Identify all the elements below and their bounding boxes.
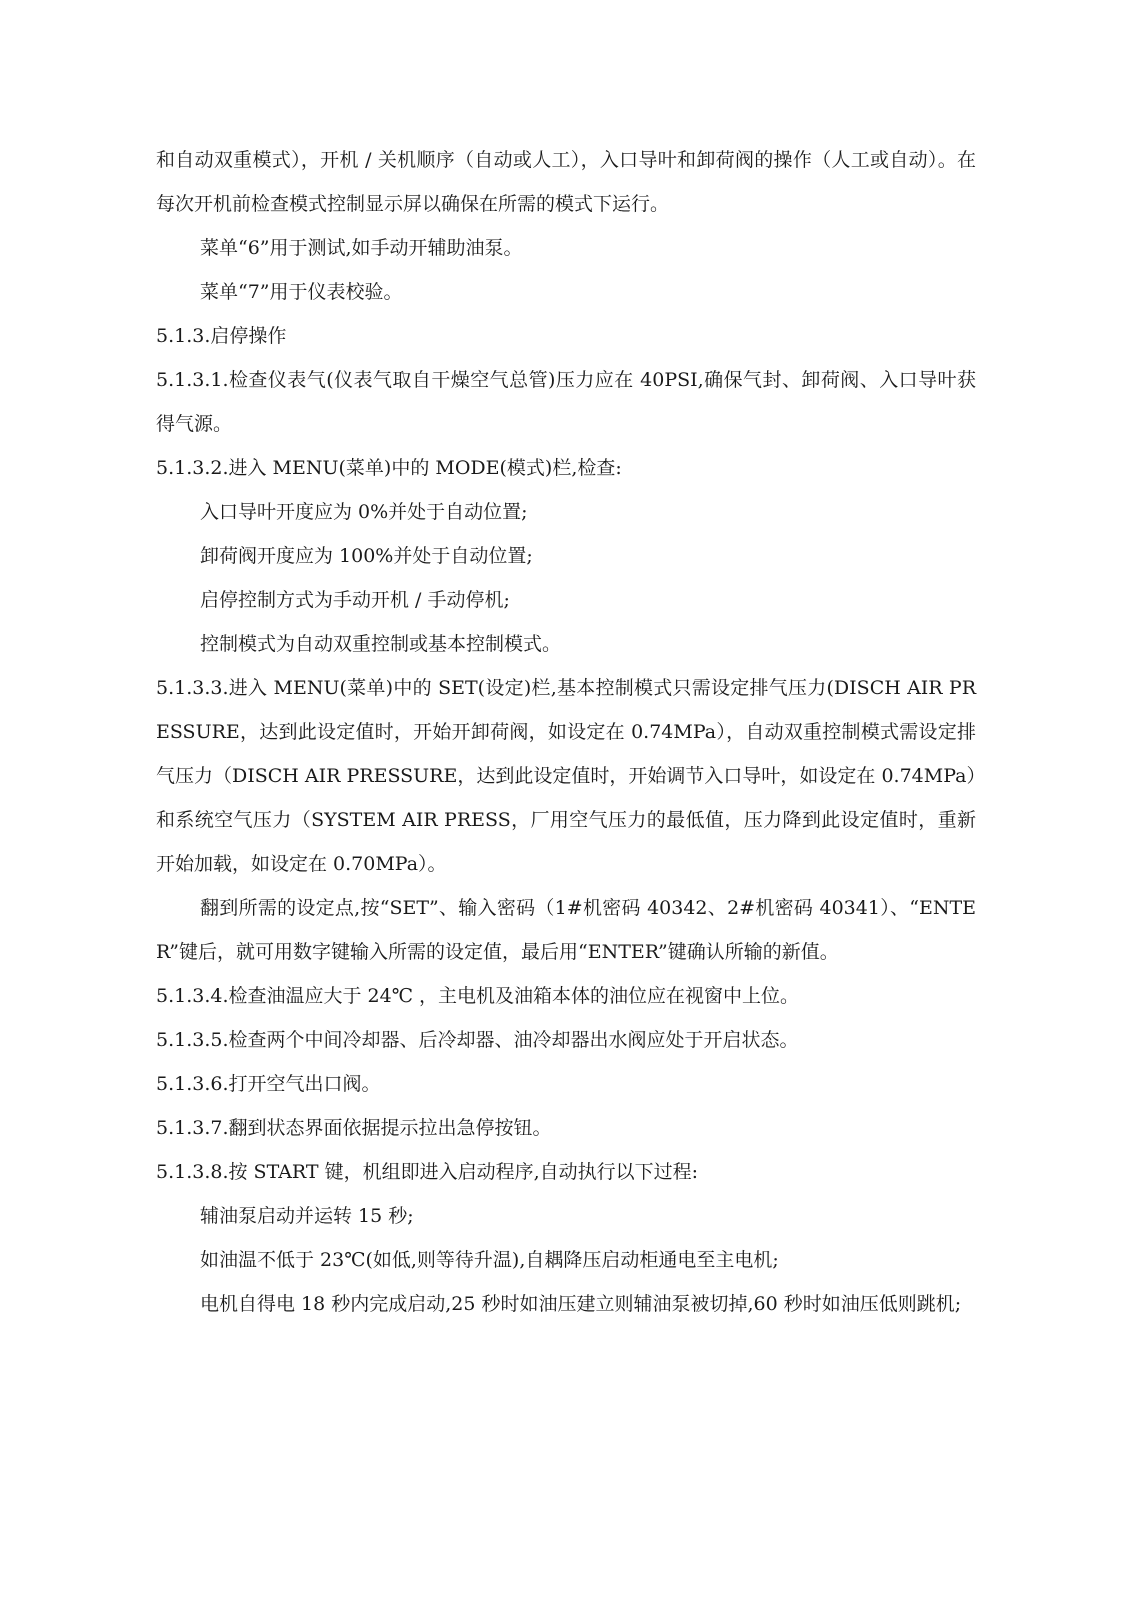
paragraph-menu-6: 菜单“6”用于测试,如手动开辅助油泵。 (200, 237, 523, 259)
check-item-start-stop-control: 启停控制方式为手动开机 / 手动停机; (200, 589, 510, 611)
check-item-control-mode: 控制模式为自动双重控制或基本控制模式。 (200, 633, 562, 655)
paragraph-mode-description: 和自动双重模式），开机 / 关机顺序（自动或人工），入口导叶和卸荷阀的操作（人工或自动）。在每次开机前检查模式控制显示屏以确保在所需的模式下运行。 (156, 149, 976, 215)
paragraph-setpoint-password: 翻到所需的设定点,按“SET”、输入密码（1#机密码 40342、2#机密码 40341）、“ENTER”键后，就可用数字键输入所需的设定值，最后用“ENTER”键确认所输的新值。 (156, 897, 976, 963)
paragraph-5-1-3-7: 5.1.3.7.翻到状态界面依据提示拉出急停按钮。 (156, 1117, 552, 1139)
paragraph-5-1-3-8: 5.1.3.8.按 START 键，机组即进入启动程序,自动执行以下过程: (156, 1161, 699, 1183)
process-step-motor-start: 电机自得电 18 秒内完成启动,25 秒时如油压建立则辅油泵被切掉,60 秒时如油压低则跳机; (200, 1293, 962, 1315)
section-heading-5-1-3: 5.1.3.启停操作 (156, 325, 287, 347)
paragraph-5-1-3-6: 5.1.3.6.打开空气出口阀。 (156, 1073, 381, 1095)
paragraph-5-1-3-2: 5.1.3.2.进入 MENU(菜单)中的 MODE(模式)栏,检查: (156, 457, 622, 479)
paragraph-5-1-3-4: 5.1.3.4.检查油温应大于 24℃ ，主电机及油箱本体的油位应在视窗中上位。 (156, 985, 800, 1007)
paragraph-5-1-3-3: 5.1.3.3.进入 MENU(菜单)中的 SET(设定)栏,基本控制模式只需设定排气压力(DISCH AIR PRESSURE，达到此设定值时，开始开卸荷阀，如设定在 0.74MPa），自动双重控制模式需设定排气压力（DISCH AIR PRESSURE，达到此设定值时，开始调节入口导叶，如设定在 0.74MPa）和系统空气压力（SYSTEM AIR PRESS，厂用空气压力的最低值，压力降到此设定值时，重新开始加载，如设定在 0.70MPa）。 (156, 677, 976, 875)
check-item-unload-valve: 卸荷阀开度应为 100%并处于自动位置; (200, 545, 533, 567)
document-body (156, 138, 976, 1326)
paragraph-5-1-3-5: 5.1.3.5.检查两个中间冷却器、后冷却器、油冷却器出水阀应处于开启状态。 (156, 1029, 799, 1051)
paragraph-5-1-3-1: 5.1.3.1.检查仪表气(仪表气取自干燥空气总管)压力应在 40PSI,确保气封、卸荷阀、入口导叶获得气源。 (156, 369, 976, 435)
paragraph-menu-7: 菜单“7”用于仪表校验。 (200, 281, 403, 303)
process-step-oil-temperature: 如油温不低于 23℃(如低,则等待升温),自耦降压启动柜通电至主电机; (200, 1249, 779, 1271)
check-item-inlet-guide-vane: 入口导叶开度应为 0%并处于自动位置; (200, 501, 528, 523)
process-step-aux-oil-pump: 辅油泵启动并运转 15 秒; (200, 1205, 414, 1227)
